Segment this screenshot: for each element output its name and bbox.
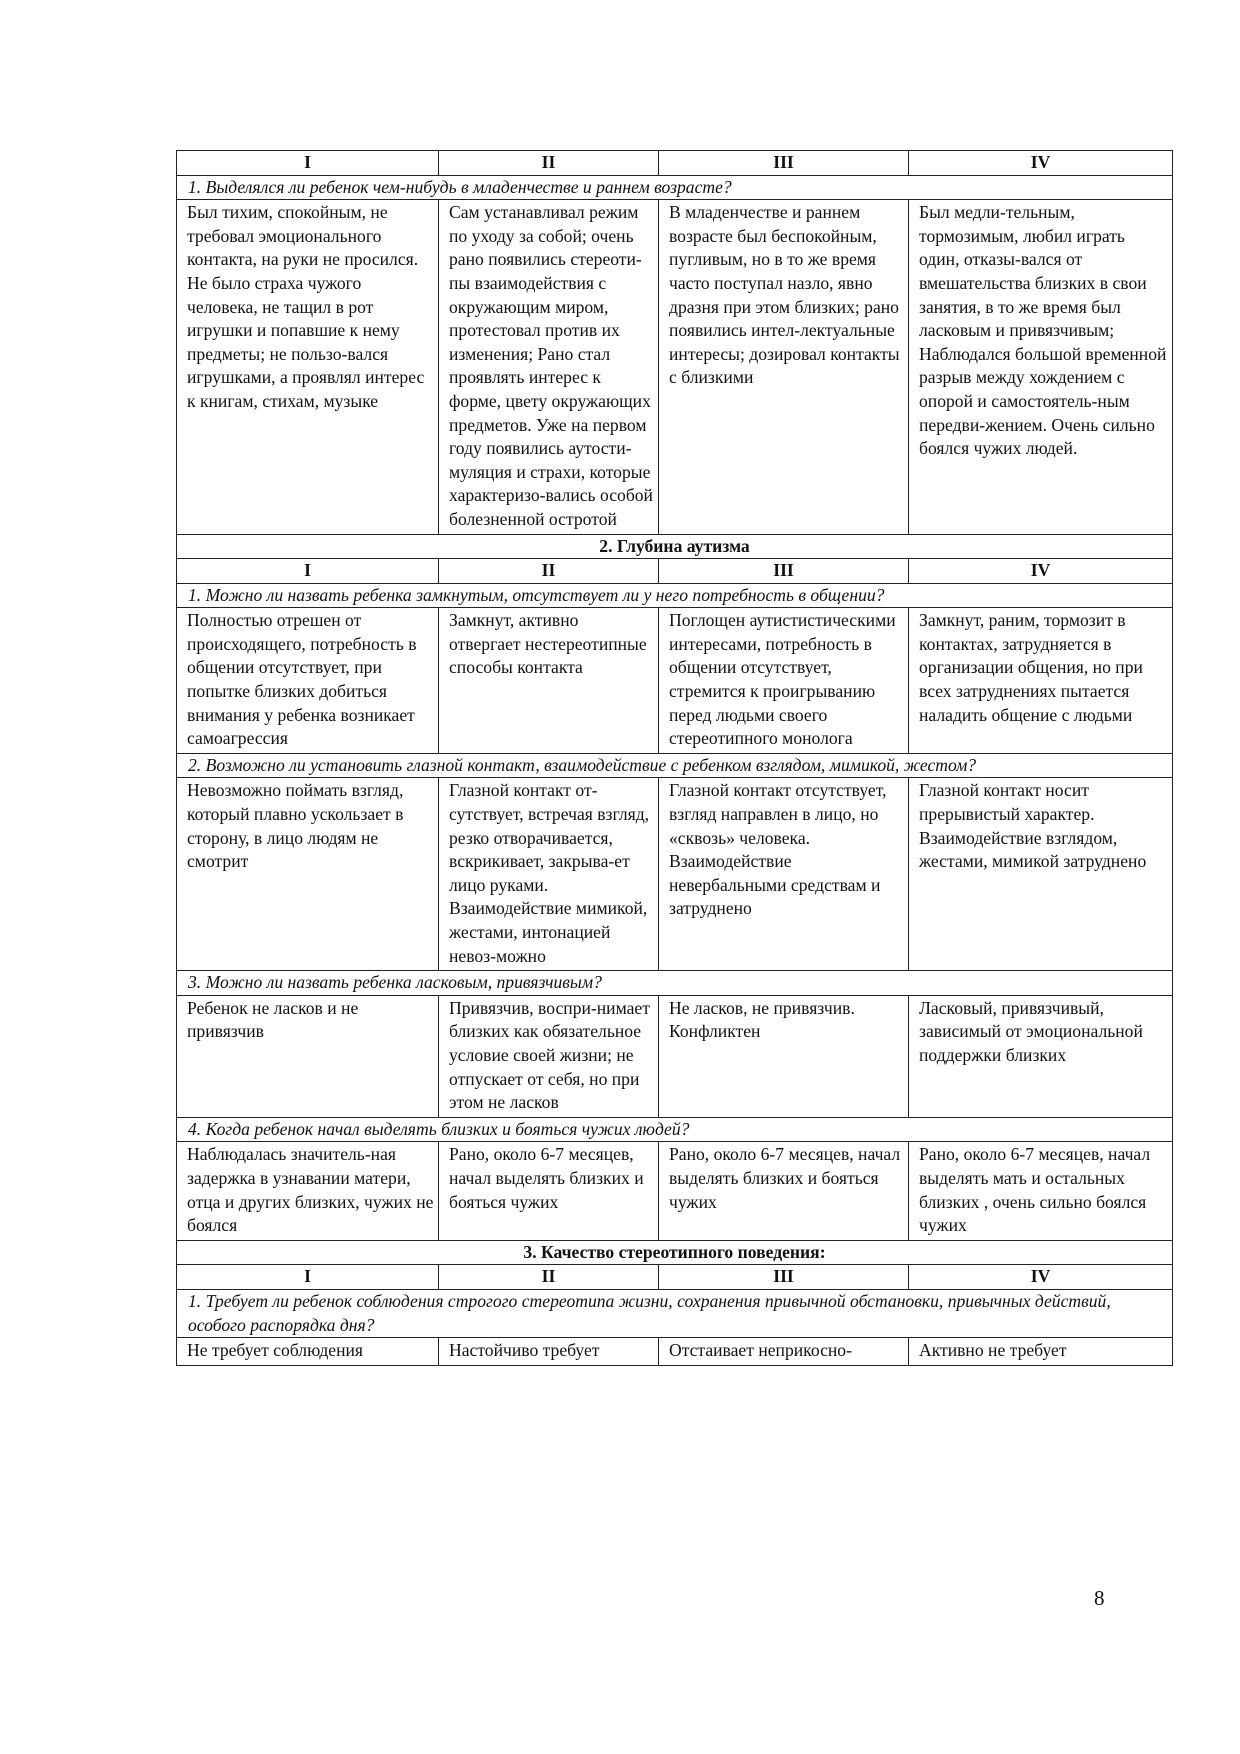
answer-cell: Сам устанавливал режим по уходу за собой; очень рано появились стереоти-пы взаимодействия с окружающим миром, протестовал против их изменения; Рано стал проявлять интерес к форме, цвету окружающих предметов. Уже на первом году появились аутости-муляция и страхи, которые характеризо-вались особой болезненной остротой (439, 200, 659, 534)
answer-row (177, 200, 1173, 534)
question-text: 1. Выделялся ли ребенок чем-нибудь в младенчестве и раннем возрасте? (177, 175, 1173, 200)
question-row (177, 971, 1173, 996)
answer-cell: Невозможно поймать взгляд, который плавно ускользает в сторону, в лицо людям не смотрит (177, 778, 439, 971)
column-header-cell: I (177, 559, 439, 584)
answer-cell: Замкнут, активно отвергает нестереотипные способы контакта (439, 608, 659, 754)
answer-cell: Глазной контакт носит прерывистый характер. Взаимодействие взглядом, жестами, мимикой затруднено (909, 778, 1173, 971)
column-header-cell: II (439, 559, 659, 584)
section-title-row (177, 534, 1173, 559)
column-header-cell: III (659, 1265, 909, 1290)
column-header-row (177, 1265, 1173, 1290)
answer-cell: Активно не требует (909, 1338, 1173, 1366)
question-row (177, 1117, 1173, 1142)
question-text: 2. Возможно ли установить глазной контакт, взаимодействие с ребенком взглядом, мимикой, жестом? (177, 753, 1173, 778)
table-body (177, 151, 1173, 1366)
column-header-cell: III (659, 151, 909, 176)
answer-row (177, 778, 1173, 971)
criteria-table (176, 150, 1173, 1366)
column-header-row (177, 151, 1173, 176)
question-text: 1. Можно ли назвать ребенка замкнутым, отсутствует ли у него потребность в общении? (177, 583, 1173, 608)
answer-cell: Ласковый, привязчивый, зависимый от эмоциональной поддержки близких (909, 995, 1173, 1117)
answer-cell: Ребенок не ласков и не привязчив (177, 995, 439, 1117)
answer-cell: Полностью отрешен от происходящего, потребность в общении отсутствует, при попытке близких добиться внимания у ребенка возникает самоагрессия (177, 608, 439, 754)
answer-cell: Глазной контакт отсутствует, взгляд направлен в лицо, но «сквозь» человека. Взаимодействие невербальными средствам и затруднено (659, 778, 909, 971)
question-row (177, 753, 1173, 778)
question-row (177, 583, 1173, 608)
answer-row (177, 608, 1173, 754)
answer-cell: Поглощен аутистистическими интересами, потребность в общении отсутствует, стремится к проигрыванию перед людьми своего стереотипного монолога (659, 608, 909, 754)
column-header-cell: II (439, 1265, 659, 1290)
column-header-cell: III (659, 559, 909, 584)
question-text: 4. Когда ребенок начал выделять близких и бояться чужих людей? (177, 1117, 1173, 1142)
column-header-cell: I (177, 151, 439, 176)
section-title-row (177, 1240, 1173, 1265)
column-header-cell: I (177, 1265, 439, 1290)
column-header-cell: IV (909, 151, 1173, 176)
answer-cell: Глазной контакт от-сутствует, встречая взгляд, резко отворачивается, вскрикивает, закрыва-ет лицо руками. Взаимодействие мимикой, жестами, интонацией невоз-можно (439, 778, 659, 971)
answer-cell: Наблюдалась значитель-ная задержка в узнавании матери, отца и других близких, чужих не боялся (177, 1142, 439, 1240)
question-row (177, 175, 1173, 200)
answer-cell: Не требует соблюдения (177, 1338, 439, 1366)
column-header-cell: IV (909, 559, 1173, 584)
answer-cell: Рано, около 6-7 месяцев, начал выделять мать и остальных близких , очень сильно боялся чужих (909, 1142, 1173, 1240)
page-number: 8 (1094, 1586, 1105, 1610)
answer-cell: Замкнут, раним, тормозит в контактах, затрудняется в организации общения, но при всех затруднениях пытается наладить общение с людьми (909, 608, 1173, 754)
column-header-cell: IV (909, 1265, 1173, 1290)
question-row (177, 1289, 1173, 1337)
answer-cell: Был медли-тельным, тормозимым, любил играть один, отказы-вался от вмешательства близких в свои занятия, в то же время был ласковым и привязчивым; Наблюдался большой временной разрыв между хождением с опорой и самостоятель-ным передви-жением. Очень сильно боялся чужих людей. (909, 200, 1173, 534)
answer-cell: Привязчив, воспри-нимает близких как обязательное условие своей жизни; не отпускает от себя, но при этом не ласков (439, 995, 659, 1117)
answer-cell: Отстаивает неприкосно- (659, 1338, 909, 1366)
answer-cell: В младенчестве и раннем возрасте был беспокойным, пугливым, но в то же время часто поступал назло, явно дразня при этом близких; рано появились интел-лектуальные интересы; дозировал контакты с близкими (659, 200, 909, 534)
column-header-row (177, 559, 1173, 584)
section-title: 2. Глубина аутизма (177, 534, 1173, 559)
question-text: 1. Требует ли ребенок соблюдения строгого стереотипа жизни, сохранения привычной обстановки, привычных действий, особого распорядка дня? (177, 1289, 1173, 1337)
answer-cell: Не ласков, не привязчив. Конфликтен (659, 995, 909, 1117)
answer-cell: Настойчиво требует (439, 1338, 659, 1366)
section-title: 3. Качество стереотипного поведения: (177, 1240, 1173, 1265)
column-header-cell: II (439, 151, 659, 176)
answer-row (177, 1338, 1173, 1366)
answer-cell: Рано, около 6-7 месяцев, начал выделять близких и бояться чужих (439, 1142, 659, 1240)
answer-cell: Рано, около 6-7 месяцев, начал выделять близких и бояться чужих (659, 1142, 909, 1240)
answer-row (177, 1142, 1173, 1240)
answer-cell: Был тихим, спокойным, не требовал эмоционального контакта, на руки не просился. Не было страха чужого человека, не тащил в рот игрушки и попавшие к нему предметы; не пользо-вался игрушками, а проявлял интерес к книгам, стихам, музыке (177, 200, 439, 534)
question-text: 3. Можно ли назвать ребенка ласковым, привязчивым? (177, 971, 1173, 996)
answer-row (177, 995, 1173, 1117)
